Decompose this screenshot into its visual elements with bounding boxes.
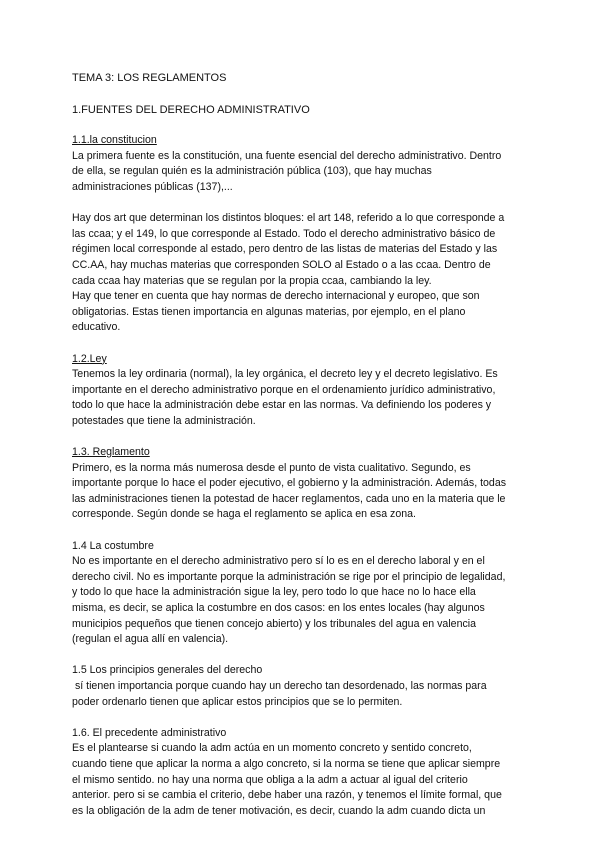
paragraph-line: CC.AA, hay muchas materias que corresponden SOLO al Estado o a las ccaa. Dentro de — [72, 258, 491, 271]
paragraph-line: Es el plantearse si cuando la adm actúa en un momento concreto y sentido concreto, — [72, 742, 472, 755]
paragraph-line: No es importante en el derecho administrativo pero sí lo es en el derecho laboral y en el — [72, 555, 485, 568]
section-heading: 1.3. Reglamento — [72, 446, 150, 459]
paragraph-line: todo lo que hace la administración debe estar en las normas. Va definiendo los poderes y — [72, 399, 492, 412]
paragraph-line: cada ccaa hay materias que se regulan por la propia ccaa, cambiando la ley. — [72, 274, 432, 287]
paragraph-line: poder ordenarlo tienen que aplicar estos principios que se lo permiten. — [72, 695, 403, 708]
paragraph-line: municipios pequeños que tienen concejo abierto) y los tribunales del agua en valencia — [72, 617, 477, 630]
paragraph-line: obligatorias. Estas tienen importancia en algunas materias, por ejemplo, en el plano — [72, 305, 466, 318]
paragraph-line: La primera fuente es la constitución, una fuente esencial del derecho administrativo. Dentro — [72, 149, 502, 162]
paragraph-line: sí tienen importancia porque cuando hay un derecho tan desordenado, las normas para — [72, 679, 487, 692]
section-heading: 1.6. El precedente administrativo — [72, 726, 227, 739]
paragraph-line: Tenemos la ley ordinaria (normal), la ley orgánica, el decreto ley y el decreto legislativo. Es — [72, 368, 498, 381]
section-heading: 1.2.Ley — [72, 352, 107, 365]
paragraph-line: potestades que tiene la administración. — [72, 414, 256, 427]
paragraph-line: régimen local corresponde al estado, pero dentro de las listas de materias del Estado y las — [72, 243, 498, 256]
paragraph-line: administraciones públicas (137),... — [72, 180, 233, 193]
section-1-3 — [72, 445, 532, 523]
paragraph-line: el mismo sentido. no hay una norma que obliga a la adm a actuar al igual del criterio — [72, 773, 468, 786]
paragraph-line: Primero, es la norma más numerosa desde el punto de vista cualitativo. Segundo, es — [72, 461, 471, 474]
paragraph-ccaa — [72, 211, 532, 336]
paragraph-line: es la obligación de la adm de tener motivación, es decir, cuando la adm cuando dicta un — [72, 804, 486, 817]
paragraph-line: educativo. — [72, 321, 121, 334]
section-heading: 1.5 Los principios generales del derecho — [72, 664, 263, 677]
section-1-6 — [72, 726, 532, 820]
paragraph-line: las ccaa; y el 149, lo que corresponde al Estado. Todo el derecho administrativo básico de — [72, 227, 496, 240]
section-1-1 — [72, 133, 532, 195]
paragraph-line: cuando tiene que aplicar la norma a algo concreto, si la norma se tiene que aplicar siempre — [72, 757, 501, 770]
paragraph-line: misma, es decir, se aplica la costumbre en dos casos: en los entes locales (hay algunos — [72, 602, 485, 614]
section-heading: 1.4 La costumbre — [72, 539, 154, 552]
paragraph-line: importante porque lo hace el poder ejecutivo, el gobierno y la administración. Además, todas — [72, 477, 507, 490]
paragraph-line: corresponde. Según donde se haga el reglamento se aplica en esa zona. — [72, 508, 416, 521]
section-1-5 — [72, 663, 532, 710]
section-heading: 1.1.la constitucion — [72, 134, 157, 147]
section-1-4 — [72, 539, 532, 648]
paragraph-line: Hay que tener en cuenta que hay normas de derecho internacional y europeo, que son — [72, 290, 480, 303]
paragraph-line: (regulan el agua allí en valencia). — [72, 633, 229, 646]
paragraph-line: Hay dos art que determinan los distintos bloques: el art 148, referido a lo que corresponde a — [72, 212, 505, 225]
section-1-2 — [72, 352, 532, 430]
document-page — [72, 70, 532, 819]
section-title: 1.FUENTES DEL DERECHO ADMINISTRATIVO — [72, 103, 310, 116]
paragraph-line: derecho civil. No es importante porque la administración se rige por el principio de legalidad, — [72, 570, 506, 583]
paragraph-line: anterior. pero si se cambia el criterio, debe haber una razón, y tenemos el límite formal, que — [72, 789, 502, 802]
paragraph-line: las administraciones tienen la potestad de hacer reglamentos, cada uno en la materia que le — [72, 492, 506, 505]
paragraph-line: de ella, se regulan quién es la administración pública (103), que hay muchas — [72, 165, 432, 178]
paragraph-line: importante en el derecho administrativo porque en el ordenamiento jurídico administrativo, — [72, 383, 496, 396]
doc-title: TEMA 3: LOS REGLAMENTOS — [72, 72, 227, 84]
paragraph-line: y todo lo que hace la administración sigue la ley, pero todo lo que hace no lo hace ella — [72, 586, 476, 599]
